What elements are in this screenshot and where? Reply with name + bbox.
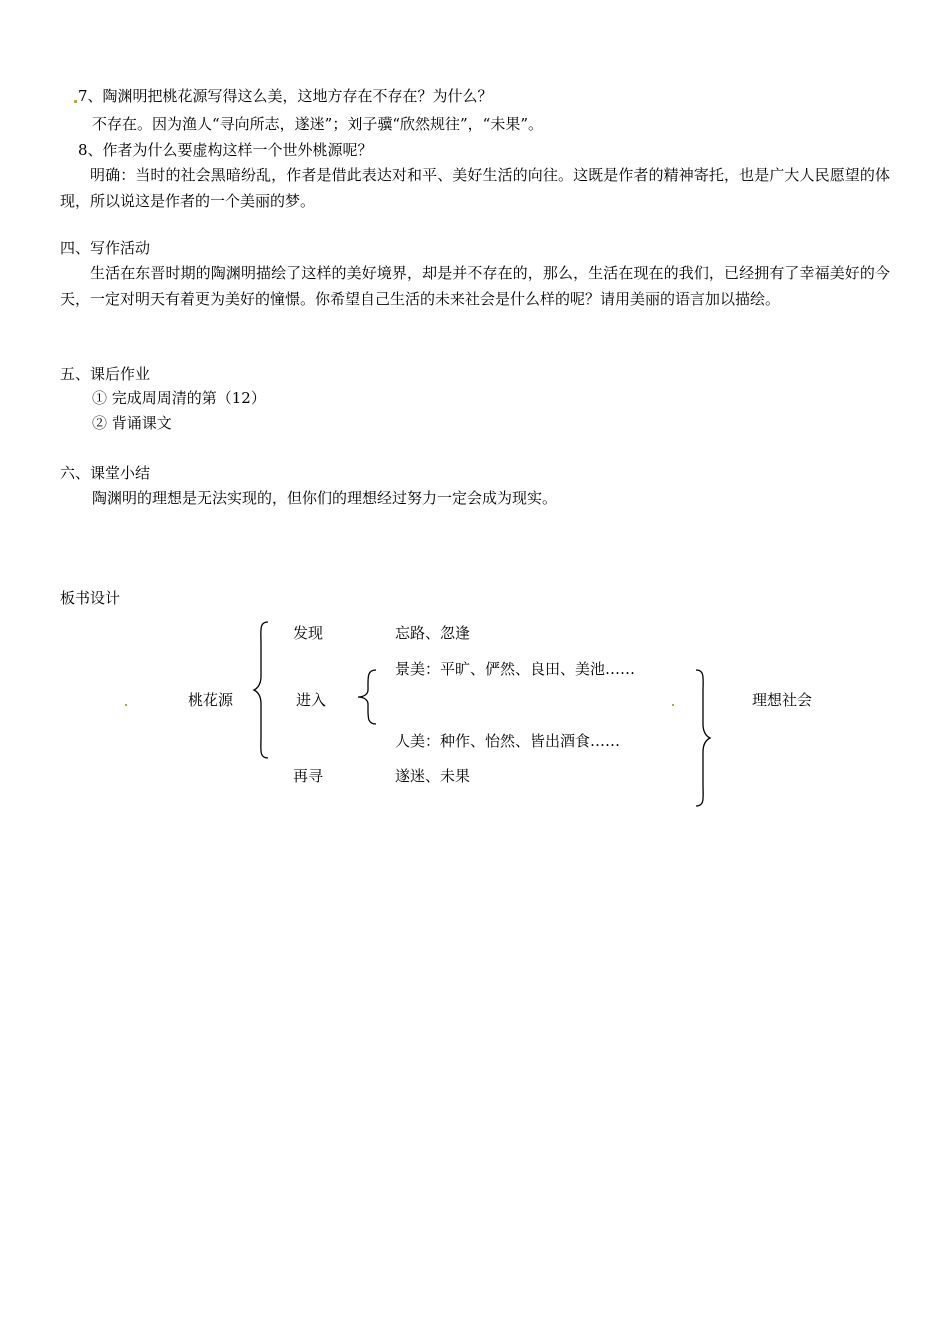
left-brace bbox=[252, 620, 272, 760]
branch-search-label: 再寻 bbox=[293, 767, 324, 785]
q8-question: 8、作者为什么要虚构这样一个世外桃源呢？ bbox=[78, 141, 373, 159]
enter-brace bbox=[356, 668, 378, 726]
section4-heading: 四、写作活动 bbox=[60, 239, 151, 257]
section5-heading: 五、课后作业 bbox=[60, 365, 151, 383]
section6-body: 陶渊明的理想是无法实现的，但你们的理想经过努力一定会成为现实。 bbox=[92, 489, 558, 507]
branch-discover-label: 发现 bbox=[293, 624, 324, 642]
marker-dot bbox=[672, 704, 674, 706]
section4-body: 生活在东晋时期的陶渊明描绘了这样的美好境界，却是并不存在的，那么，生活在现在的我们，已经拥有了幸福美好的今天，一定对明天有着更为美好的憧憬。你希望自己生活的未来社会是什么样的呢？请用美丽的语言加以描绘。 bbox=[60, 264, 890, 308]
homework-item-1: ① 完成周周清的第（12） bbox=[92, 389, 266, 407]
branch-enter-scene: 景美：平旷、俨然、良田、美池…… bbox=[395, 660, 636, 678]
board-root: 桃花源 bbox=[188, 691, 234, 709]
homework-item-2: ② 背诵课文 bbox=[92, 414, 172, 432]
right-brace bbox=[694, 668, 714, 808]
branch-discover-detail: 忘路、忽逢 bbox=[395, 624, 471, 642]
section6-heading: 六、课堂小结 bbox=[60, 464, 151, 482]
board-heading: 板书设计 bbox=[60, 589, 121, 607]
board-conclusion: 理想社会 bbox=[752, 691, 813, 709]
q8-answer: 明确：当时的社会黑暗纷乱，作者是借此表达对和平、美好生活的向往。这既是作者的精神寄托，也是广大人民愿望的体现，所以说这是作者的一个美丽的梦。 bbox=[60, 166, 890, 210]
q7-answer: 不存在。因为渔人“寻向所志，遂迷”；刘子骥“欣然规往”，“未果”。 bbox=[92, 115, 544, 133]
marker-dot bbox=[74, 100, 77, 103]
branch-search-detail: 遂迷、未果 bbox=[395, 767, 471, 785]
branch-enter-people: 人美：种作、怡然、皆出酒食…… bbox=[395, 732, 621, 750]
branch-enter-label: 进入 bbox=[296, 691, 327, 709]
marker-dot bbox=[125, 704, 127, 706]
q7-question: 7、陶渊明把桃花源写得这么美，这地方存在不存在？为什么？ bbox=[78, 87, 493, 105]
